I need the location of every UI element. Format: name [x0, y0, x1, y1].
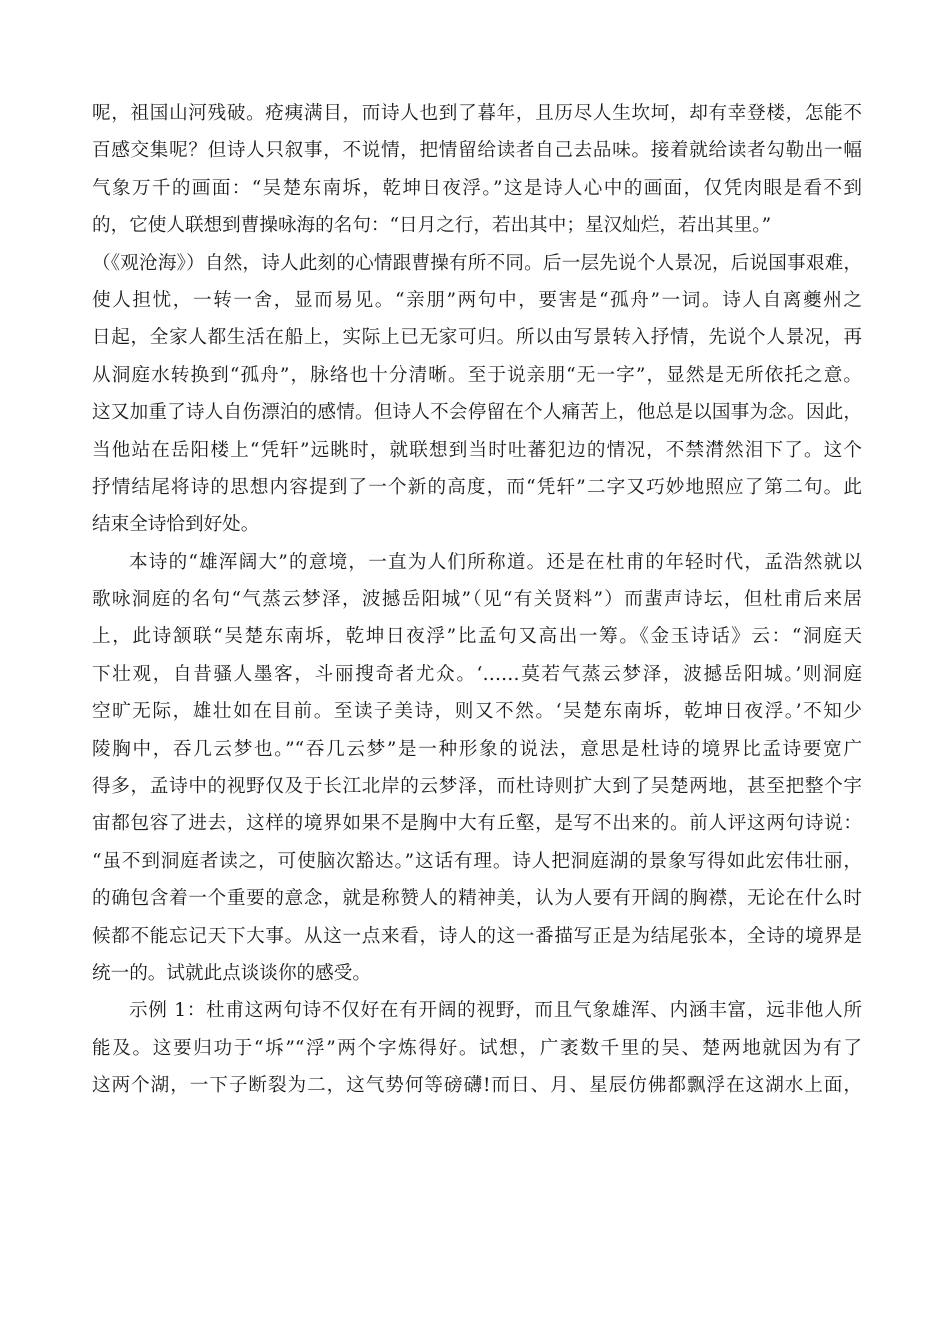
text-line: 陵胸中，吞几云梦也。”“吞几云梦”是一种形象的说法，意思是杜诗的境界比孟诗要宽广: [92, 738, 862, 760]
text-line: 呢，祖国山河残破。疮痍满目，而诗人也到了暮年，且历尽人生坎坷，却有幸登楼，怎能不: [92, 103, 862, 124]
text-line: 的，它使人联想到曹操咏海的名句：“日月之行，若出其中；星汉灿烂，若出其里。”: [92, 215, 772, 237]
text-line: 候都不能忘记天下大事。从这一点来看，诗人的这一番描写正是为结尾张本，全诗的境界是: [92, 925, 862, 947]
text-line: 得多，孟诗中的视野仅及于长江北岸的云梦泽，而杜诗则扩大到了吴楚两地，甚至把整个宇: [92, 776, 862, 798]
text-line: 当他站在岳阳楼上“凭轩”远眺时，就联想到当时吐蕃犯边的情况，不禁潸然泪下了。这个: [92, 439, 862, 461]
text-line: 结束全诗恰到好处。: [92, 514, 260, 536]
text-line: （《观沧海》）自然，诗人此刻的心情跟曹操有所不同。后一层先说个人景况，后说国事艰难，: [92, 252, 862, 274]
text-line: 从洞庭水转换到“孤舟”，脉络也十分清晰。至于说亲朋“无一字”，显然是无所依托之意。: [92, 364, 862, 386]
text-line: 空旷无际，雄壮如在目前。至读子美诗，则又不然。‘吴楚东南坼，乾坤日夜浮。’不知少: [92, 701, 862, 723]
text-line: 使人担忧，一转一舍，显而易见。“亲朋”两句中，要害是“孤舟”一词。诗人自离夔州之: [92, 289, 862, 311]
text-line: 气象万千的画面：“吴楚东南坼，乾坤日夜浮。”这是诗人心中的画面，仅凭肉眼是看不到: [92, 177, 862, 199]
text-line: 上，此诗颔联“吴楚东南坼，乾坤日夜浮”比孟句又高出一筹。《金玉诗话》云：“洞庭天: [92, 626, 862, 648]
text-line: 下壮观，自昔骚人墨客，斗丽搜奇者尤众。‘……莫若气蒸云梦泽，波撼岳阳城。’则洞庭: [92, 663, 862, 685]
text-line: 统一的。试就此点谈谈你的感受。: [92, 962, 371, 984]
text-line: 百感交集呢？但诗人只叙事，不说情，把情留给读者自己去品味。接着就给读者勾勒出一幅: [92, 140, 862, 162]
text-line: 的确包含着一个重要的意念，就是称赞人的精神美，认为人要有开阔的胸襟，无论在什么时: [92, 888, 862, 910]
paragraph-first-line: 本诗的“雄浑阔大”的意境，一直为人们所称道。还是在杜甫的年轻时代，孟浩然就以: [129, 551, 862, 573]
text-line: 宙都包容了进去，这样的境界如果不是胸中大有丘壑，是写不出来的。前人评这两句诗说：: [92, 813, 862, 835]
text-line: 抒情结尾将诗的思想内容提到了一个新的高度，而“凭轩”二字又巧妙地照应了第二句。此: [92, 476, 862, 498]
text-line: 歌咏洞庭的名句“气蒸云梦泽，波撼岳阳城”（见“有关贤料”）而蜚声诗坛，但杜甫后来居: [92, 589, 862, 611]
text-line: 日起，全家人都生活在船上，实际上已无家可归。所以由写景转入抒情，先说个人景况，再: [92, 327, 862, 349]
text-line: “虽不到洞庭者读之，可使脑次豁达。”这话有理。诗人把洞庭湖的景象写得如此宏伟壮丽，: [92, 850, 862, 872]
text-line: 能及。这要归功于“坼”“浮”两个字炼得好。试想，广袤数千里的吴、楚两地就因为有了: [92, 1037, 862, 1059]
text-line: 这两个湖，一下子断裂为二，这气势何等磅礴!而日、月、星辰仿佛都飘浮在这湖水上面，: [92, 1075, 862, 1097]
document-page: [92, 95, 862, 1105]
text-line: 这又加重了诗人自伤漂泊的感情。但诗人不会停留在个人痛苦上，他总是以国事为念。因此，: [92, 402, 862, 424]
paragraph-first-line: 示例 1：杜甫这两句诗不仅好在有开阔的视野，而且气象雄浑、内涵丰富，远非他人所: [129, 1000, 862, 1022]
